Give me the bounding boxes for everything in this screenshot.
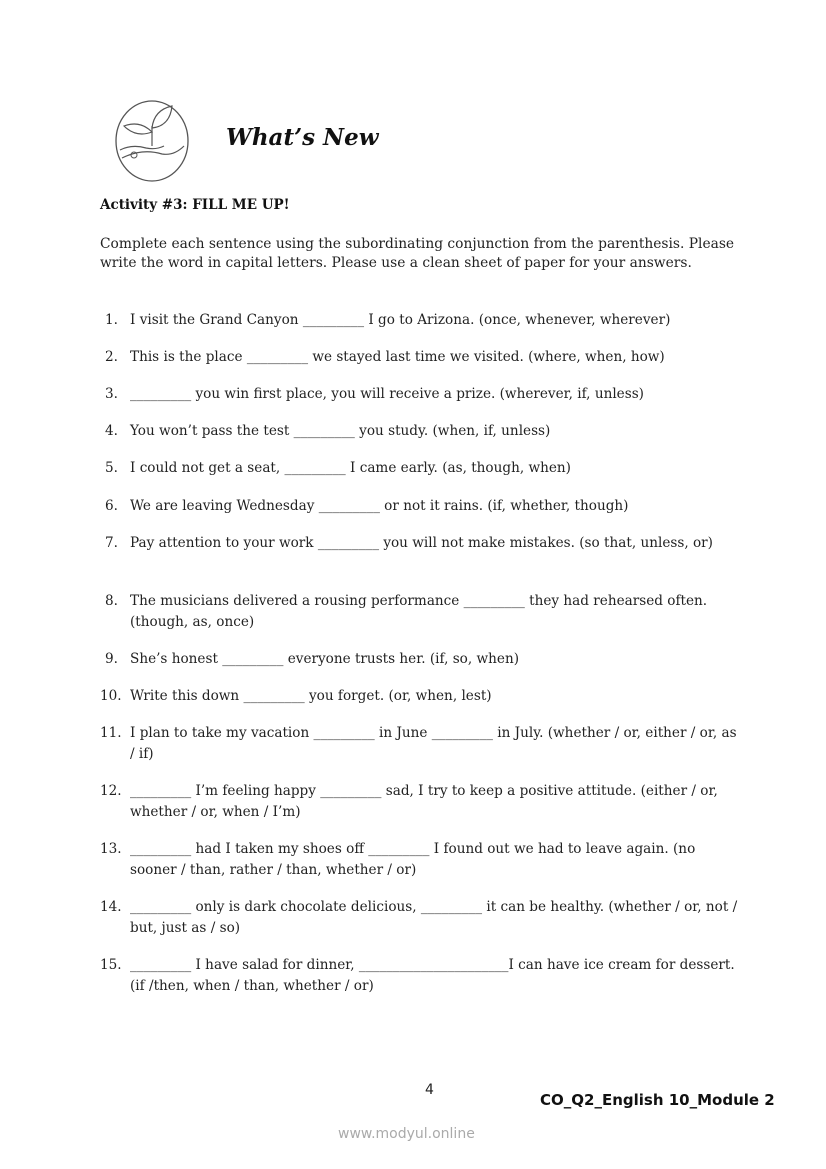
item-text: You won’t pass the test _________ you study. (when, if, unless)	[130, 423, 551, 439]
watermark: www.modyul.online	[338, 1126, 475, 1142]
item-number: 5.	[105, 460, 118, 476]
question-item	[100, 384, 740, 405]
question-item	[100, 723, 740, 765]
item-number: 4.	[105, 423, 118, 439]
section-title: What’s New	[226, 124, 379, 151]
item-number: 6.	[105, 498, 118, 514]
question-item	[100, 591, 740, 633]
item-text: This is the place _________ we stayed last time we visited. (where, when, how)	[130, 349, 665, 365]
item-number: 9.	[105, 651, 118, 667]
item-text: _________ you win first place, you will receive a prize. (wherever, if, unless)	[130, 386, 644, 402]
item-text: We are leaving Wednesday _________ or not it rains. (if, whether, though)	[130, 498, 629, 514]
item-text: I could not get a seat, _________ I came early. (as, though, when)	[130, 460, 571, 476]
item-text: She’s honest _________ everyone trusts her. (if, so, when)	[130, 651, 520, 667]
item-number: 12.	[100, 783, 122, 799]
item-text: _________ had I taken my shoes off _________ I found out we had to leave again. (no sooner / than, rather / than, whether / or)	[130, 841, 696, 878]
question-item	[100, 649, 740, 670]
item-number: 13.	[100, 841, 122, 857]
hand-holding-sprout-icon	[112, 98, 192, 184]
module-code: CO_Q2_English 10_Module 2	[540, 1091, 775, 1109]
item-number: 14.	[100, 899, 122, 915]
question-item	[100, 955, 740, 997]
item-number: 1.	[105, 312, 118, 328]
page-number: 4	[425, 1082, 434, 1098]
question-item	[100, 686, 740, 707]
question-item	[100, 781, 740, 823]
question-item	[100, 496, 740, 517]
instructions: Complete each sentence using the subordinating conjunction from the parenthesis. Please write the word in capital letters. Please use a clean sheet of paper for your answers.	[100, 236, 735, 271]
item-text: _________ I’m feeling happy _________ sad, I try to keep a positive attitude. (either / or, whether / or, when / I’m)	[130, 783, 718, 820]
item-text: I visit the Grand Canyon _________ I go to Arizona. (once, whenever, wherever)	[130, 312, 671, 328]
item-number: 11.	[100, 725, 122, 741]
item-text: _________ only is dark chocolate delicious, _________ it can be healthy. (whether / or, not / but, just as / so)	[130, 899, 738, 936]
item-number: 10.	[100, 688, 122, 704]
question-item	[100, 347, 740, 368]
item-text: The musicians delivered a rousing performance _________ they had rehearsed often. (though, as, once)	[130, 593, 708, 630]
item-text: I plan to take my vacation _________ in June _________ in July. (whether / or, either / or, as / if)	[130, 725, 737, 762]
item-number: 8.	[105, 593, 118, 609]
question-item	[100, 897, 740, 939]
question-item	[100, 458, 740, 479]
question-item	[100, 310, 740, 331]
item-text: Pay attention to your work _________ you will not make mistakes. (so that, unless, or)	[130, 535, 713, 551]
item-number: 2.	[105, 349, 118, 365]
item-number: 7.	[105, 535, 118, 551]
item-text: Write this down _________ you forget. (or, when, lest)	[130, 688, 492, 704]
activity-title: Activity #3: FILL ME UP!	[100, 197, 290, 213]
question-item	[100, 533, 740, 554]
question-item	[100, 839, 740, 881]
question-item	[100, 421, 740, 442]
item-text: _________ I have salad for dinner, ______________________I can have ice cream for dessert. (if /then, when / than, whether / or)	[130, 957, 735, 994]
item-number: 15.	[100, 957, 122, 973]
item-number: 3.	[105, 386, 118, 402]
